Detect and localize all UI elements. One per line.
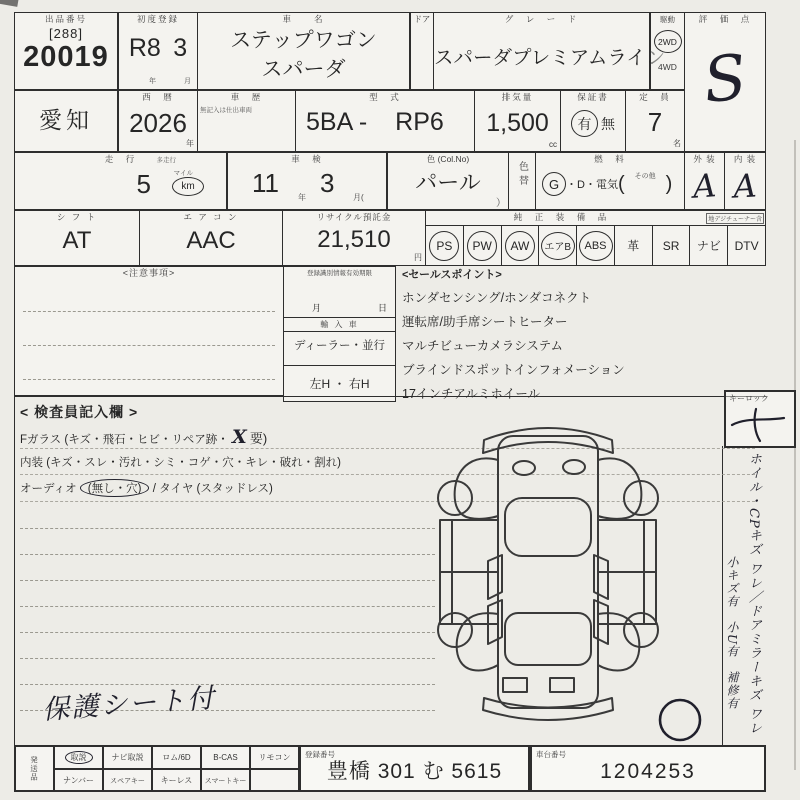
- fuel-cell: [535, 152, 685, 210]
- fglass-x-mark: X: [231, 426, 247, 448]
- capacity-header: 定 員: [639, 92, 671, 102]
- warranty-yes-selected: 有: [571, 110, 598, 137]
- first-reg-year-unit: 年: [149, 78, 156, 85]
- shaken-month: 3: [320, 168, 335, 198]
- warranty-cell: [560, 90, 626, 152]
- equipment-navi: ナビ: [689, 226, 727, 265]
- ruled-line: [20, 658, 435, 659]
- cautions-header: <注意事項>: [122, 268, 176, 278]
- registration-id-month-label: 月: [312, 303, 322, 313]
- warranty-no: 無: [601, 115, 615, 132]
- shift-value: AT: [62, 227, 92, 254]
- cautions-box: [14, 266, 284, 396]
- protective-sheet-note: 保護シート付: [41, 682, 218, 727]
- displacement-cell: [474, 90, 561, 152]
- rear-light-left: [503, 678, 527, 692]
- registration-id-day-label: 日: [377, 303, 387, 313]
- history-cell: [197, 90, 296, 152]
- door-cell: [410, 12, 434, 90]
- grade-cell: [433, 12, 666, 90]
- drive-cell: [650, 12, 685, 90]
- mileage-header: 走 行: [104, 154, 137, 164]
- fuel-paren-open: (: [617, 172, 625, 195]
- aircon-header: エ ア コ ン: [183, 212, 239, 222]
- interior-damage-line: 内装 (キズ・スレ・汚れ・シミ・コゲ・穴・キレ・破れ・割れ): [20, 457, 342, 469]
- sales-point-item: マルチビューカメラシステム: [402, 339, 564, 353]
- equipment-airbag: エアB: [538, 226, 576, 265]
- sales-point-item: 運転席/助手席シートヒーター: [402, 315, 568, 329]
- shipping-navi-manual: ナビ取説: [103, 745, 152, 769]
- margin-note-damage: ホイル・CPキズ ワレ／ドアミラーキズ ワレ: [746, 452, 761, 735]
- mileage-value: 5: [136, 169, 151, 199]
- capacity-cell: [625, 90, 685, 152]
- recycle-deposit-header: リサイクル預託金: [316, 212, 392, 222]
- displacement-header: 排気量: [501, 92, 534, 102]
- equipment-leather: 革: [614, 226, 652, 265]
- registration-id-column: [283, 266, 396, 402]
- score-cell: [684, 12, 766, 152]
- hand-circle-mark: [660, 700, 700, 740]
- shift-header: シ フ ト: [56, 212, 98, 222]
- year-unit: 年: [186, 139, 194, 148]
- right-front-fender: [598, 458, 641, 518]
- capacity-unit: 名: [673, 139, 681, 148]
- ruled-line: [20, 554, 435, 555]
- inspector-left-edge: [14, 396, 15, 745]
- shipping-rom: ロム/6D: [152, 745, 201, 769]
- lot-number: 20019: [23, 41, 109, 73]
- score-header: 評 価 点: [698, 14, 752, 24]
- model-code-value: RP6: [395, 108, 444, 136]
- color-paren: ）: [496, 198, 506, 209]
- shaken-header: 車 検: [291, 154, 323, 164]
- mileage-cell: [14, 152, 227, 210]
- wheel-rear-left: [438, 613, 472, 647]
- interior-header: 内 装: [733, 154, 757, 164]
- interior-grade-value: A: [732, 166, 758, 206]
- grade-value: スパーダプレミアムライン: [434, 47, 666, 69]
- recycle-deposit-unit: 円: [414, 253, 422, 262]
- year-value: 2026: [129, 108, 187, 138]
- aircon-cell: [139, 210, 283, 266]
- equipment-note: 地デジチューナー含: [706, 213, 764, 224]
- key-lock-header: キーロック: [729, 394, 769, 403]
- warranty-header: 保証書: [577, 92, 609, 102]
- equipment-abs: ABS: [576, 226, 614, 265]
- history-note: 無記入は仕出車両: [200, 107, 252, 114]
- capacity-value: 7: [647, 107, 663, 137]
- ruled-line: [20, 528, 435, 529]
- model-code-header: 型 式: [369, 92, 401, 102]
- rear-light-right: [550, 678, 574, 692]
- fuel-rest: ・D・電気: [566, 179, 618, 191]
- ruled-line: [20, 580, 435, 581]
- drive-2wd-selected: 2WD: [654, 30, 682, 53]
- shaken-year: 11: [252, 168, 279, 198]
- audio-none-hole-circled: (無し・穴): [80, 479, 150, 497]
- car-name-line1: ステップワゴン: [230, 29, 377, 52]
- chassis-number-value: 1204253: [600, 760, 696, 783]
- sales-points-header: <セールスポイント>: [402, 269, 502, 281]
- rear-window: [505, 613, 591, 665]
- registration-number-cell: [299, 745, 530, 792]
- model-code-cell: [295, 90, 475, 152]
- door-header: ドア: [413, 14, 431, 24]
- shipping-items-label: 発送品: [14, 745, 54, 792]
- mileage-mile-label: マイル: [173, 170, 193, 177]
- color-change-cell: [508, 152, 536, 210]
- key-lock-box: [724, 390, 796, 448]
- cautions-rule-3: [23, 379, 275, 380]
- car-name-header: 車 名: [282, 14, 325, 24]
- shaken-cell: [227, 152, 387, 210]
- history-header: 車 歴: [230, 92, 263, 102]
- region-cell: [14, 90, 118, 152]
- fuel-header: 燃 料: [594, 154, 626, 164]
- mileage-note: 多走行: [156, 157, 176, 164]
- shaken-month-unit: 月(: [353, 193, 364, 202]
- shipping-remote: リモコン: [250, 745, 299, 769]
- displacement-value: 1,500: [486, 109, 549, 137]
- exterior-grade-value: A: [691, 166, 718, 206]
- mileage-km-selected: km: [172, 177, 204, 196]
- sales-point-item: ホンダセンシング/ホンダコネクト: [402, 291, 592, 305]
- hood-detail-right: [563, 460, 585, 474]
- shipping-empty: [250, 769, 299, 792]
- inspector-title: < 検査員記入欄 >: [20, 404, 139, 420]
- shipping-number-plate: ナンバー: [54, 769, 103, 792]
- ruled-line: [20, 606, 435, 607]
- left-window-2: [488, 600, 502, 644]
- displacement-unit: cc: [549, 140, 557, 149]
- first-registration-era: R8: [128, 34, 161, 62]
- shipping-bcas: B-CAS: [201, 745, 250, 769]
- exterior-grade-cell: [684, 152, 725, 210]
- lot-number-cell: [14, 12, 118, 90]
- lot-number-header: 出品番号: [44, 14, 87, 24]
- fuel-other-label: その他: [634, 173, 656, 180]
- shipping-smart-key: スマートキー: [201, 769, 250, 792]
- import-dealer-parallel: ディーラー・並行: [293, 340, 386, 352]
- equipment-aw: AW: [501, 226, 539, 265]
- interior-grade-cell: [724, 152, 766, 210]
- equipment-sunroof: SR: [652, 226, 690, 265]
- ruled-line: [20, 632, 435, 633]
- audio-tire-line: オーディオ (無し・穴) / タイヤ (スタッドレス): [20, 479, 273, 497]
- color-header: 色 (Col.No): [426, 154, 470, 164]
- equipment-pw: PW: [463, 226, 501, 265]
- cautions-rule-2: [23, 345, 275, 346]
- windshield: [505, 498, 591, 556]
- first-reg-month-unit: 月: [184, 78, 191, 85]
- recycle-deposit-value: 21,510: [317, 226, 391, 253]
- right-window-2: [594, 600, 608, 644]
- import-handle-position: 左H ・ 右H: [309, 377, 370, 391]
- key-lock-hand-mark: [726, 405, 792, 443]
- registration-number-value: 豊橋 301 む 5615: [326, 760, 503, 783]
- drive-4wd: 4WD: [658, 62, 677, 72]
- first-registration-month: 3: [173, 34, 188, 62]
- equipment-ps: PS: [426, 226, 463, 265]
- shipping-manual: 取説: [54, 745, 103, 769]
- aircon-value: AAC: [186, 227, 236, 254]
- first-registration-header: 初度登録: [136, 14, 179, 24]
- right-window-1: [594, 555, 608, 599]
- left-window-1: [488, 555, 502, 599]
- grade-header: グ レ ー ド: [504, 14, 579, 24]
- margin-note-detail: 小キズ有 小U有 補修有: [725, 556, 739, 711]
- fuel-gasoline-selected: G: [542, 172, 566, 196]
- exterior-header: 外 装: [693, 154, 716, 164]
- left-front-fender: [455, 458, 498, 518]
- registration-id-header: 登録識別情報有効期限: [307, 270, 372, 277]
- registration-number-header: 登録番号: [305, 750, 335, 759]
- wheel-rear-right: [624, 613, 658, 647]
- drive-header: 駆動: [660, 15, 675, 24]
- first-registration-cell: [118, 12, 198, 90]
- score-value: S: [700, 39, 750, 118]
- color-value: パール: [415, 170, 481, 195]
- equipment-cell: [425, 210, 766, 266]
- fuel-paren-close: ): [665, 172, 673, 195]
- shift-cell: [14, 210, 140, 266]
- year-header: 西 暦: [142, 92, 174, 102]
- car-name-line2: スパーダ: [261, 58, 346, 81]
- scan-edge: [794, 140, 796, 770]
- car-diagram: [428, 408, 738, 748]
- car-body: [498, 436, 598, 708]
- fglass-line: Fガラス (キズ・飛石・ヒビ・リペア跡・ X 要): [20, 426, 268, 448]
- shipping-keyless: キーレス: [152, 769, 201, 792]
- sales-point-item: 17インチアルミホイール: [402, 387, 541, 401]
- lot-bracket: [288]: [49, 26, 83, 41]
- chassis-number-cell: [530, 745, 766, 792]
- recycle-deposit-cell: [282, 210, 426, 266]
- sales-point-item: ブラインドスポットインフォメーション: [402, 363, 625, 377]
- shipping-spare-key: スペアキー: [103, 769, 152, 792]
- equipment-dtv: DTV: [727, 226, 765, 265]
- year-cell: [118, 90, 198, 152]
- hood-detail-left: [513, 461, 535, 475]
- region-value: 愛知: [39, 107, 93, 133]
- color-change-label: 色替: [516, 161, 528, 189]
- car-name-cell: [197, 12, 410, 90]
- shaken-year-unit: 年: [298, 193, 306, 202]
- model-code-prefix: 5BA -: [306, 108, 368, 136]
- cautions-rule-1: [23, 311, 275, 312]
- inspector-top-rule: [14, 396, 766, 397]
- color-cell: [387, 152, 509, 210]
- scan-smudge: [0, 0, 18, 7]
- chassis-number-header: 車台番号: [536, 750, 566, 759]
- equipment-header: 純 正 装 備 品: [513, 212, 609, 222]
- import-car-header: 輸 入 車: [284, 318, 395, 332]
